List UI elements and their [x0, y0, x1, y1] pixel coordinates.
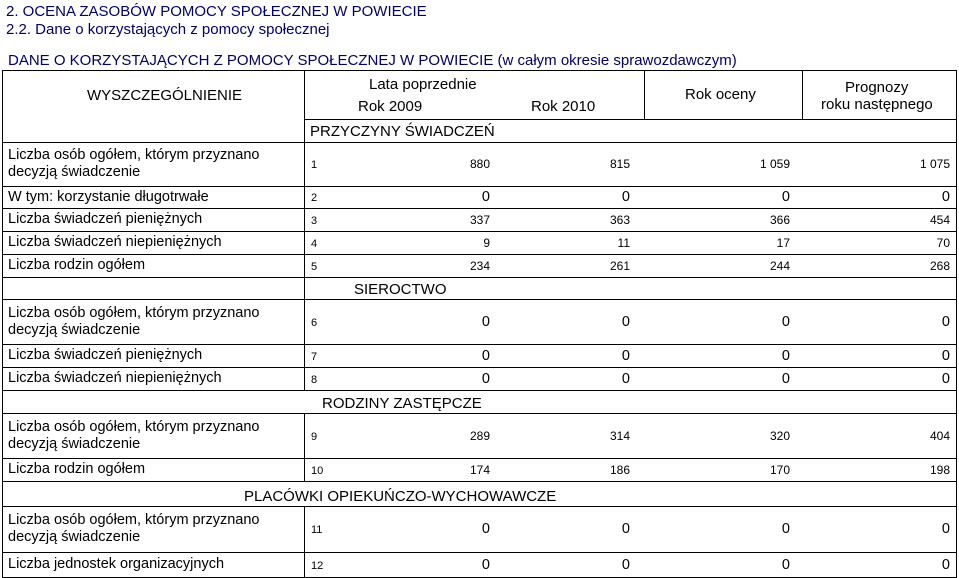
row-label: [8, 512, 259, 546]
section-rodziny: RODZINY ZASTĘPCZE: [322, 395, 482, 412]
table-cell: 0: [481, 313, 490, 330]
grid-line: [2, 552, 957, 553]
grid-line: [2, 277, 957, 278]
table-cell: 314: [609, 428, 630, 443]
table-cell: 366: [769, 212, 790, 227]
table-cell: 9: [483, 235, 490, 250]
row-label: [8, 419, 259, 453]
row-label: Liczba rodzin ogółem: [8, 257, 146, 273]
grid-line: [2, 231, 957, 232]
grid-line: [2, 506, 957, 507]
row-label: Liczba świadczeń pieniężnych: [8, 347, 203, 363]
row-number: 12: [311, 559, 324, 572]
table-cell: 0: [481, 370, 490, 387]
table-cell: 234: [469, 258, 490, 273]
col-header-2009: Rok 2009: [358, 98, 423, 115]
table-cell: 0: [481, 189, 490, 205]
table-cell: 244: [769, 258, 790, 273]
row-label: Liczba jednostek organizacyjnych: [8, 556, 225, 572]
table-cell: 0: [941, 521, 950, 537]
table-cell: 454: [929, 212, 950, 227]
row-label: Liczba świadczeń niepieniężnych: [8, 234, 222, 250]
col-header-2010: Rok 2010: [531, 98, 596, 115]
table-cell: 0: [621, 521, 630, 537]
row-number: 5: [311, 260, 318, 273]
table-cell: 0: [621, 556, 630, 573]
grid-line: [2, 208, 957, 209]
section-placowki: PLACÓWKI OPIEKUŃCZO-WYCHOWAWCZE: [244, 488, 557, 505]
row-label-line: decyzją świadczenie: [8, 321, 141, 338]
table-cell: 0: [621, 370, 630, 387]
grid-line: [2, 70, 957, 71]
row-label-line: decyzją świadczenie: [8, 529, 141, 545]
table-cell: 0: [481, 347, 490, 364]
grid-line: [2, 367, 957, 368]
col-header-eval-year: Rok oceny: [685, 86, 756, 103]
table-title: DANE O KORZYSTAJĄCYCH Z POMOCY SPOŁECZNEJ W POWIECIE (w całym okresie sprawozdawczym): [8, 52, 737, 69]
grid-line: [2, 299, 957, 300]
table-cell: 404: [929, 428, 950, 443]
row-number: 8: [311, 373, 318, 386]
table-cell: 0: [481, 556, 490, 573]
table-cell: 0: [781, 189, 790, 205]
table-cell: 0: [941, 313, 950, 330]
grid-line: [2, 390, 957, 391]
row-label-line: Liczba osób ogółem, którym przyznano: [8, 147, 260, 163]
table-cell: 320: [769, 428, 790, 443]
row-label: Liczba rodzin ogółem: [8, 461, 146, 477]
grid-line: [304, 142, 305, 299]
grid-line: [304, 299, 305, 390]
grid-line: [304, 413, 305, 481]
row-label: Liczba świadczeń pieniężnych: [8, 211, 203, 227]
table-cell: 0: [781, 370, 790, 387]
table-cell: 0: [781, 521, 790, 537]
col-header-prev-years: Lata poprzednie: [369, 76, 477, 93]
table-cell: 880: [469, 157, 490, 171]
col-header-spec: WYSZCZEGÓLNIENIE: [87, 87, 243, 104]
row-label: [8, 147, 259, 181]
row-label-line: Liczba osób ogółem, którym przyznano: [8, 512, 260, 528]
table-cell: 0: [941, 370, 950, 387]
grid-line: [956, 70, 957, 578]
table-cell: 0: [621, 189, 630, 205]
grid-line: [304, 506, 305, 577]
row-number: 11: [311, 524, 323, 536]
grid-line: [644, 70, 645, 119]
section-przyczyny: PRZYCZYNY ŚWIADCZEŃ: [310, 123, 495, 140]
table-cell: 174: [469, 462, 490, 477]
row-number: 2: [311, 192, 318, 204]
row-number: 4: [311, 237, 318, 250]
subsection-heading: 2.2. Dane o korzystających z pomocy społecznej: [6, 21, 330, 38]
table-cell: 11: [617, 235, 630, 250]
row-number: 3: [311, 214, 318, 227]
table-cell: 1 075: [919, 157, 950, 171]
grid-line: [2, 254, 957, 255]
table-cell: 186: [609, 462, 630, 477]
table-cell: 17: [776, 235, 790, 250]
section-heading: 2. OCENA ZASOBÓW POMOCY SPOŁECZNEJ W POWIECIE: [6, 3, 427, 20]
table-cell: 289: [469, 428, 490, 443]
row-label-line: decyzją świadczenie: [8, 435, 141, 452]
table-cell: 0: [781, 313, 790, 330]
grid-line: [2, 344, 957, 345]
table-cell: 0: [941, 189, 950, 205]
table-cell: 363: [609, 212, 630, 227]
row-label: [8, 305, 259, 339]
table-cell: 337: [469, 212, 490, 227]
row-label: W tym: korzystanie długotrwałe: [8, 188, 209, 205]
grid-line: [304, 70, 305, 142]
table-cell: 815: [609, 157, 630, 171]
row-number: 7: [311, 350, 318, 363]
row-number: 10: [311, 464, 324, 477]
grid-line: [2, 142, 957, 143]
table-cell: 70: [936, 235, 950, 250]
grid-line: [2, 70, 3, 578]
col-header-forecast-1: Prognozy: [845, 79, 909, 96]
table-cell: 0: [621, 347, 630, 364]
table-cell: 0: [781, 347, 790, 364]
row-number: 1: [311, 159, 318, 171]
table-cell: 1 059: [759, 157, 790, 171]
grid-line: [802, 70, 803, 119]
table-cell: 0: [941, 347, 950, 364]
table-cell: 170: [769, 462, 790, 477]
table-cell: 198: [929, 462, 950, 477]
grid-line: [2, 458, 957, 459]
section-sieroctwo: SIEROCTWO: [354, 281, 447, 298]
row-label-line: Liczba osób ogółem, którym przyznano: [8, 418, 260, 435]
row-label: Liczba świadczeń niepieniężnych: [8, 370, 222, 386]
row-number: 9: [311, 430, 318, 443]
table-cell: 261: [609, 258, 630, 273]
grid-line: [2, 186, 957, 187]
row-label-line: decyzją świadczenie: [8, 164, 141, 180]
row-label-line: Liczba osób ogółem, którym przyznano: [8, 304, 260, 321]
grid-line: [304, 119, 956, 120]
row-number: 6: [311, 316, 318, 329]
grid-line: [2, 481, 957, 482]
table-cell: 0: [621, 313, 630, 330]
grid-line: [2, 413, 957, 414]
table-cell: 0: [941, 556, 950, 573]
table-cell: 268: [929, 258, 950, 273]
col-header-forecast-2: roku następnego: [821, 96, 933, 113]
table-cell: 0: [481, 521, 490, 537]
table-cell: 0: [781, 556, 790, 573]
